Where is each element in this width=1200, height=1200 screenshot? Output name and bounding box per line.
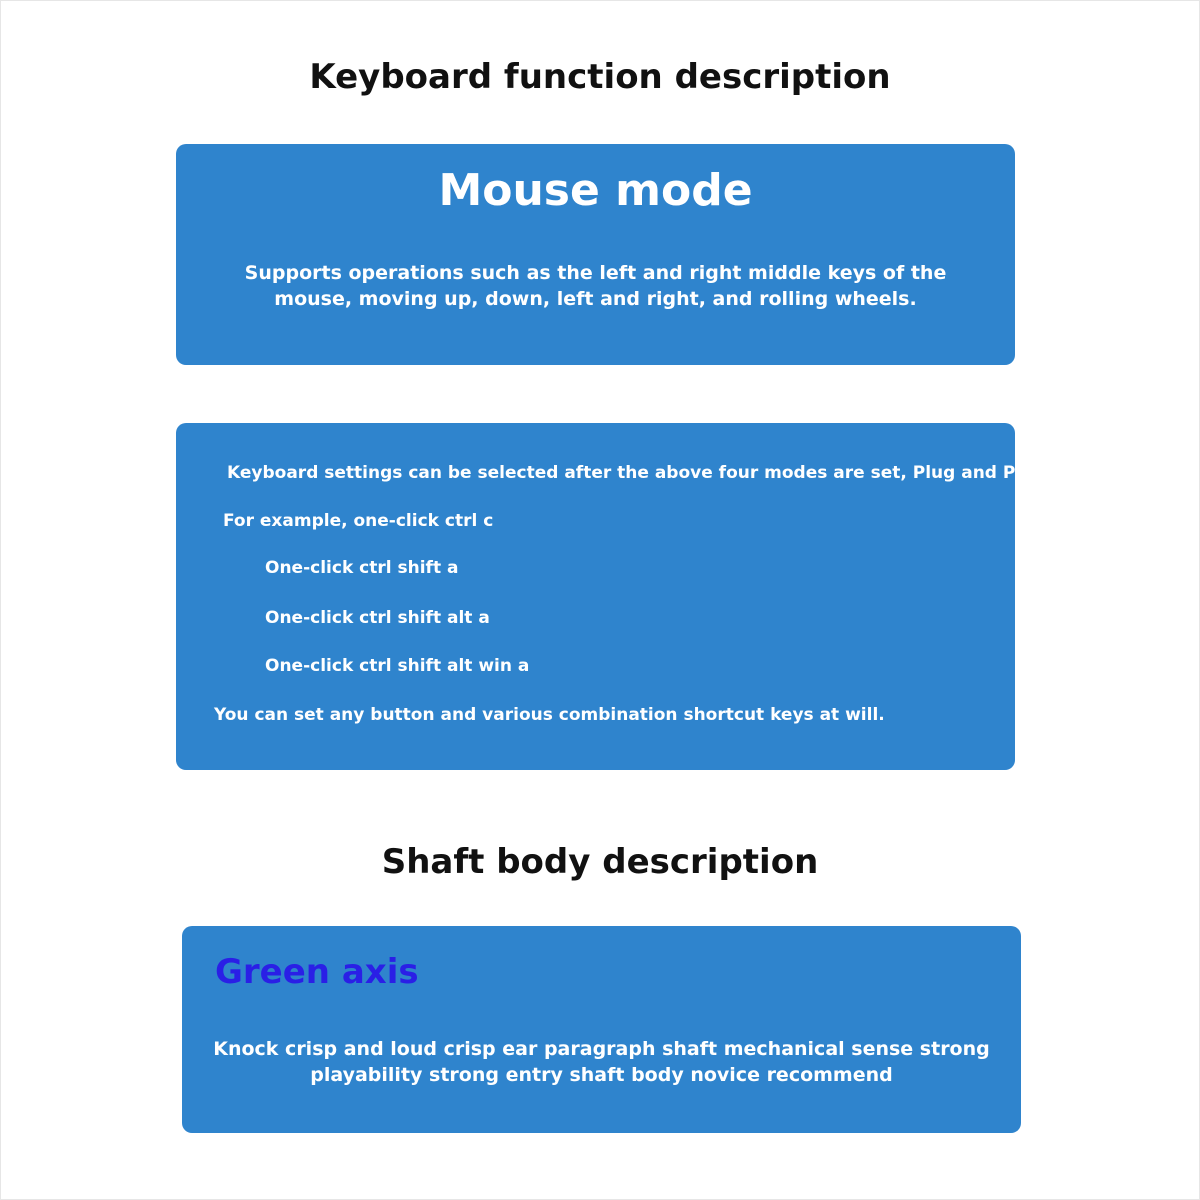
green-axis-title: Green axis xyxy=(215,952,419,992)
settings-closing-text: You can set any button and various combination shortcut keys at will. xyxy=(214,705,885,725)
mouse-mode-description: Supports operations such as the left and right middle keys of the mouse, moving up, down, left and right, and rolling wheels. xyxy=(244,262,947,310)
settings-example-text: For example, one-click ctrl c xyxy=(223,511,494,531)
shaft-body-heading: Shaft body description xyxy=(381,842,819,882)
mouse-mode-title: Mouse mode xyxy=(438,165,753,216)
settings-intro-text: Keyboard settings can be selected after the above four modes are set, Plug and Play xyxy=(227,463,1044,483)
keyboard-function-heading: Keyboard function description xyxy=(309,57,891,97)
keyboard-settings-panel xyxy=(176,423,1044,770)
shortcut-example-item: One-click ctrl shift alt win a xyxy=(265,656,530,676)
green-axis-description: Knock crisp and loud crisp ear paragraph shaft mechanical sense strong playability strong entry shaft body novice recommend xyxy=(213,1038,990,1086)
green-axis-panel xyxy=(182,926,1021,1133)
shortcut-example-item: One-click ctrl shift alt a xyxy=(265,608,490,628)
mouse-mode-panel xyxy=(176,144,1015,365)
shortcut-example-item: One-click ctrl shift a xyxy=(265,558,459,578)
